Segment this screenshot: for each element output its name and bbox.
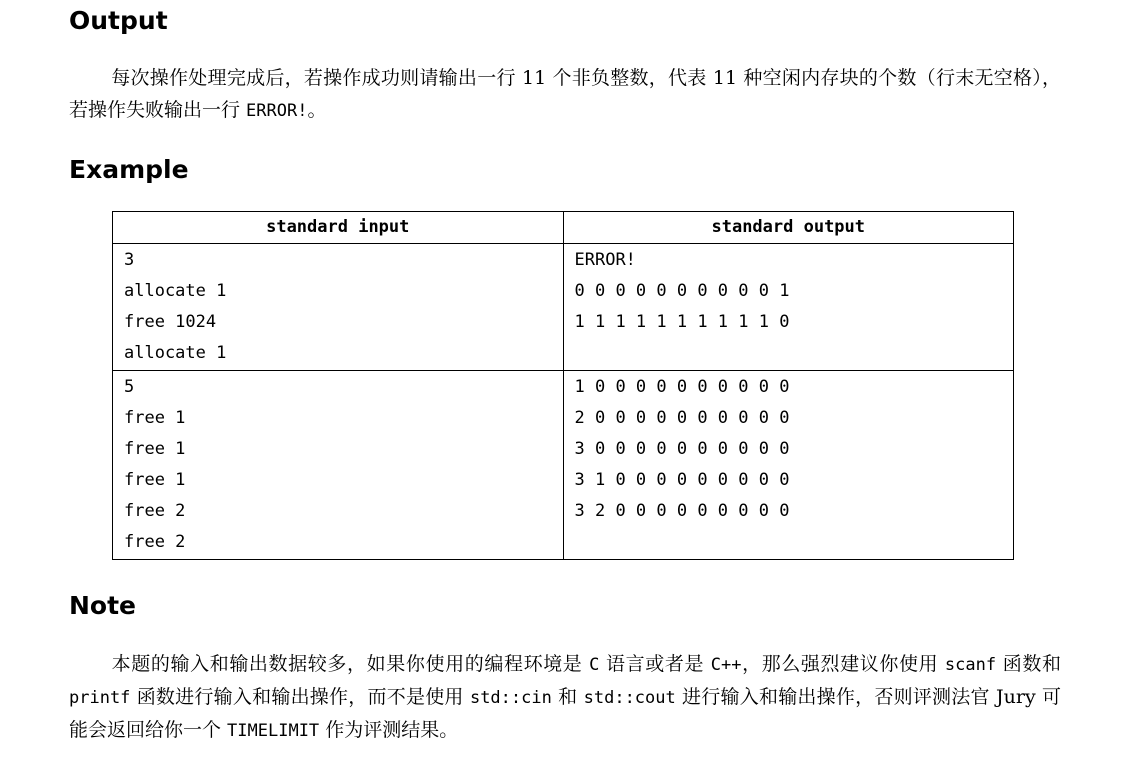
output-line: 1 0 0 0 0 0 0 0 0 0 0 [574, 377, 790, 397]
note-code: std::cout [583, 688, 676, 708]
input-line: free 2 [124, 501, 186, 521]
note-text: 作为评测结果。 [319, 719, 459, 741]
standard-input-header: standard input [113, 212, 564, 244]
output-paragraph [69, 62, 1061, 127]
note-text: 和 [551, 686, 584, 708]
note-text: 进行输入和输出操作，否则评测法官 Jury 可能会返回给你一个 [69, 686, 1061, 741]
note-text: ，那么强烈建议你使用 [741, 653, 945, 675]
note-text: 函数进行输入和输出操作，而不是使用 [130, 686, 470, 708]
note-text: 语言或者是 [599, 653, 711, 675]
input-line: 3 [124, 250, 135, 270]
output-line: 3 1 0 0 0 0 0 0 0 0 0 [574, 470, 790, 490]
example-table-body [113, 244, 1014, 560]
example-heading: Example [69, 155, 189, 184]
input-line: allocate 1 [124, 343, 227, 363]
note-heading: Note [69, 591, 137, 620]
example-test-row [113, 371, 1014, 560]
input-line: free 2 [124, 532, 186, 552]
output-line: 1 1 1 1 1 1 1 1 1 1 0 [574, 312, 790, 332]
example-table [112, 211, 1014, 560]
input-line: allocate 1 [124, 281, 227, 301]
note-code: std::cin [469, 688, 552, 708]
example-header-row [113, 212, 1014, 244]
error-code: ERROR! [246, 101, 308, 121]
note-code: C [589, 655, 600, 675]
input-line: free 1 [124, 439, 186, 459]
note-text: 函数和 [996, 653, 1062, 675]
note-code: TIMELIMIT [227, 721, 320, 741]
output-line: 3 2 0 0 0 0 0 0 0 0 0 [574, 501, 790, 521]
input-cell [113, 371, 564, 560]
note-paragraph [69, 648, 1061, 747]
output-cell [563, 371, 1014, 560]
output-line: 0 0 0 0 0 0 0 0 0 0 1 [574, 281, 790, 301]
note-code: C++ [710, 655, 742, 675]
output-heading: Output [69, 6, 168, 35]
output-line: ERROR! [574, 250, 636, 270]
input-line: free 1 [124, 470, 186, 490]
output-text-1: 每次操作处理完成后，若操作成功则请输出一行 11 个非负整数，代表 11 种空闲内存块的个数（行末无空格），若操作失败输出一行 [69, 67, 1061, 121]
input-line: 5 [124, 377, 135, 397]
note-text: 本题的输入和输出数据较多，如果你使用的编程环境是 [111, 653, 590, 675]
note-code: scanf [944, 655, 997, 675]
output-line: 2 0 0 0 0 0 0 0 0 0 0 [574, 408, 790, 428]
example-test-row [113, 244, 1014, 371]
input-cell [113, 244, 564, 371]
output-line: 3 0 0 0 0 0 0 0 0 0 0 [574, 439, 790, 459]
input-line: free 1 [124, 408, 186, 428]
standard-output-header: standard output [563, 212, 1014, 244]
output-cell [563, 244, 1014, 371]
output-text-2: 。 [307, 99, 327, 121]
note-code: printf [69, 688, 131, 708]
input-line: free 1024 [124, 312, 217, 332]
